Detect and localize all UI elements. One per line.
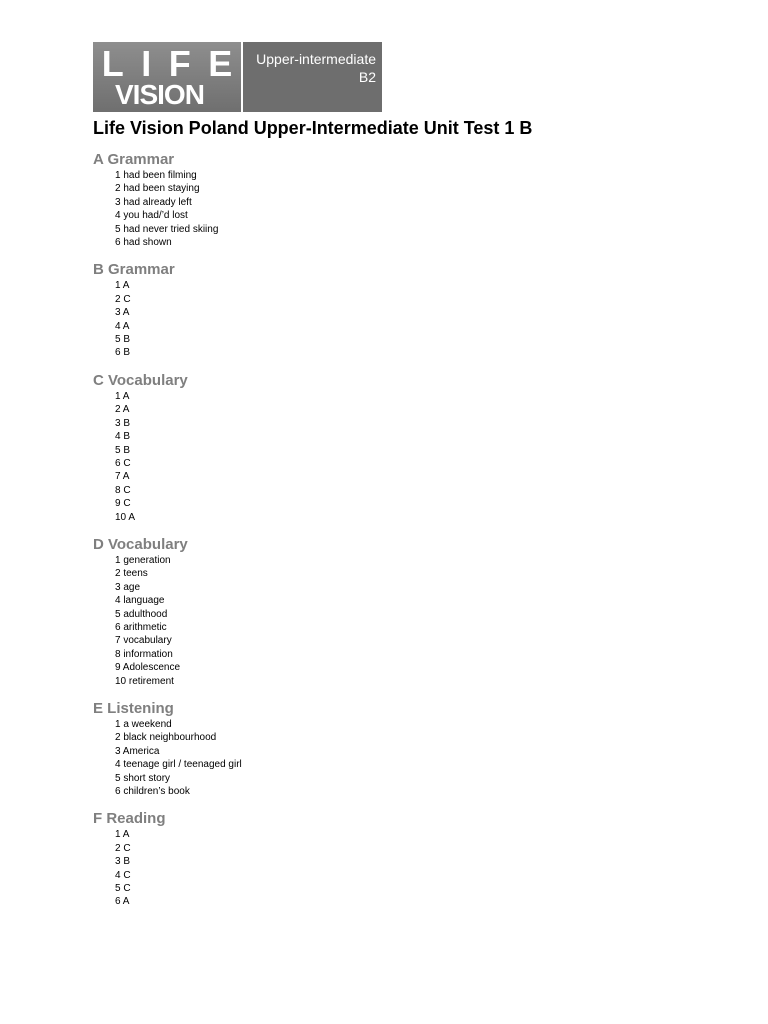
answer-section (93, 151, 693, 249)
answer-item: 3 A (115, 307, 130, 319)
answer-key (93, 151, 693, 921)
answer-item: 4 B (115, 431, 131, 443)
section-heading: D Vocabulary (93, 535, 188, 553)
section-heading: F Reading (93, 810, 166, 828)
logo-letter: E (208, 43, 233, 84)
answer-list (93, 828, 693, 908)
answer-item: 3 B (115, 417, 131, 429)
answer-item: 5 B (115, 334, 131, 346)
answer-item: 6 B (115, 347, 131, 359)
answer-item: 5 short story (115, 772, 171, 784)
answer-section (93, 810, 693, 908)
answer-item: 2 black neighbourhood (115, 732, 217, 744)
answer-item: 6 A (115, 896, 130, 908)
answer-item: 2 had been staying (115, 183, 200, 195)
answer-item: 1 generation (115, 554, 171, 566)
answer-item: 4 teenage girl / teenaged girl (115, 759, 242, 771)
logo-cefr-text: B2 (358, 69, 376, 85)
answer-list (93, 390, 693, 524)
answer-list (93, 554, 693, 688)
answer-item: 1 a weekend (115, 719, 172, 730)
answer-item: 6 arithmetic (115, 621, 167, 633)
logo-letter: I (141, 43, 152, 84)
answer-item: 5 had never tried skiing (115, 223, 219, 235)
answer-item: 5 B (115, 444, 131, 456)
answer-item: 4 A (115, 320, 130, 332)
answer-item: 10 A (115, 511, 136, 523)
answer-item: 9 C (115, 498, 131, 510)
answer-list (93, 718, 693, 798)
logo-life-letters (93, 44, 241, 84)
answer-item: 4 C (115, 869, 131, 881)
answer-item: 1 A (115, 829, 130, 841)
answer-item: 2 teens (115, 568, 148, 580)
answer-item: 5 adulthood (115, 608, 168, 620)
answer-section (93, 700, 693, 798)
answer-item: 2 A (115, 404, 130, 416)
answer-item: 4 you had/’d lost (115, 210, 188, 222)
answer-section (93, 536, 693, 688)
answer-item: 10 retirement (115, 675, 174, 687)
answer-item: 2 C (115, 842, 131, 854)
answer-section (93, 372, 693, 524)
logo-banner (93, 42, 382, 112)
logo-letter: L (101, 43, 124, 84)
logo-wordmark (93, 42, 241, 112)
answer-item: 9 Adolescence (115, 662, 181, 674)
answer-list (93, 279, 693, 359)
answer-item: 3 age (115, 581, 141, 593)
answer-item: 6 children’s book (115, 786, 190, 798)
logo-level (243, 42, 382, 112)
logo-vision-word: VISION (115, 79, 204, 110)
answer-item: 4 language (115, 595, 165, 607)
answer-item: 1 had been filming (115, 170, 197, 181)
answer-item: 6 C (115, 457, 131, 469)
section-heading: E Listening (93, 700, 174, 717)
answer-item: 3 had already left (115, 196, 192, 208)
logo-letter: F (168, 43, 191, 84)
answer-item: 3 America (115, 745, 160, 757)
answer-section (93, 261, 693, 359)
answer-item: 6 had shown (115, 237, 172, 249)
answer-item: 1 A (115, 280, 130, 292)
answer-item: 7 A (115, 471, 130, 483)
section-heading: C Vocabulary (93, 371, 188, 389)
answer-item: 8 C (115, 484, 131, 496)
answer-item: 7 vocabulary (115, 635, 172, 647)
page-title: Life Vision Poland Upper-Intermediate Unit Test 1 B (93, 118, 533, 138)
answer-list (93, 169, 693, 249)
answer-item: 1 A (115, 390, 130, 402)
answer-item: 3 B (115, 856, 131, 868)
answer-item: 2 C (115, 293, 131, 305)
logo-level-text: Upper-intermediate (256, 51, 376, 67)
answer-item: 5 C (115, 883, 131, 895)
answer-item: 8 information (115, 648, 173, 660)
section-heading: A Grammar (93, 151, 175, 168)
section-heading: B Grammar (93, 261, 175, 279)
